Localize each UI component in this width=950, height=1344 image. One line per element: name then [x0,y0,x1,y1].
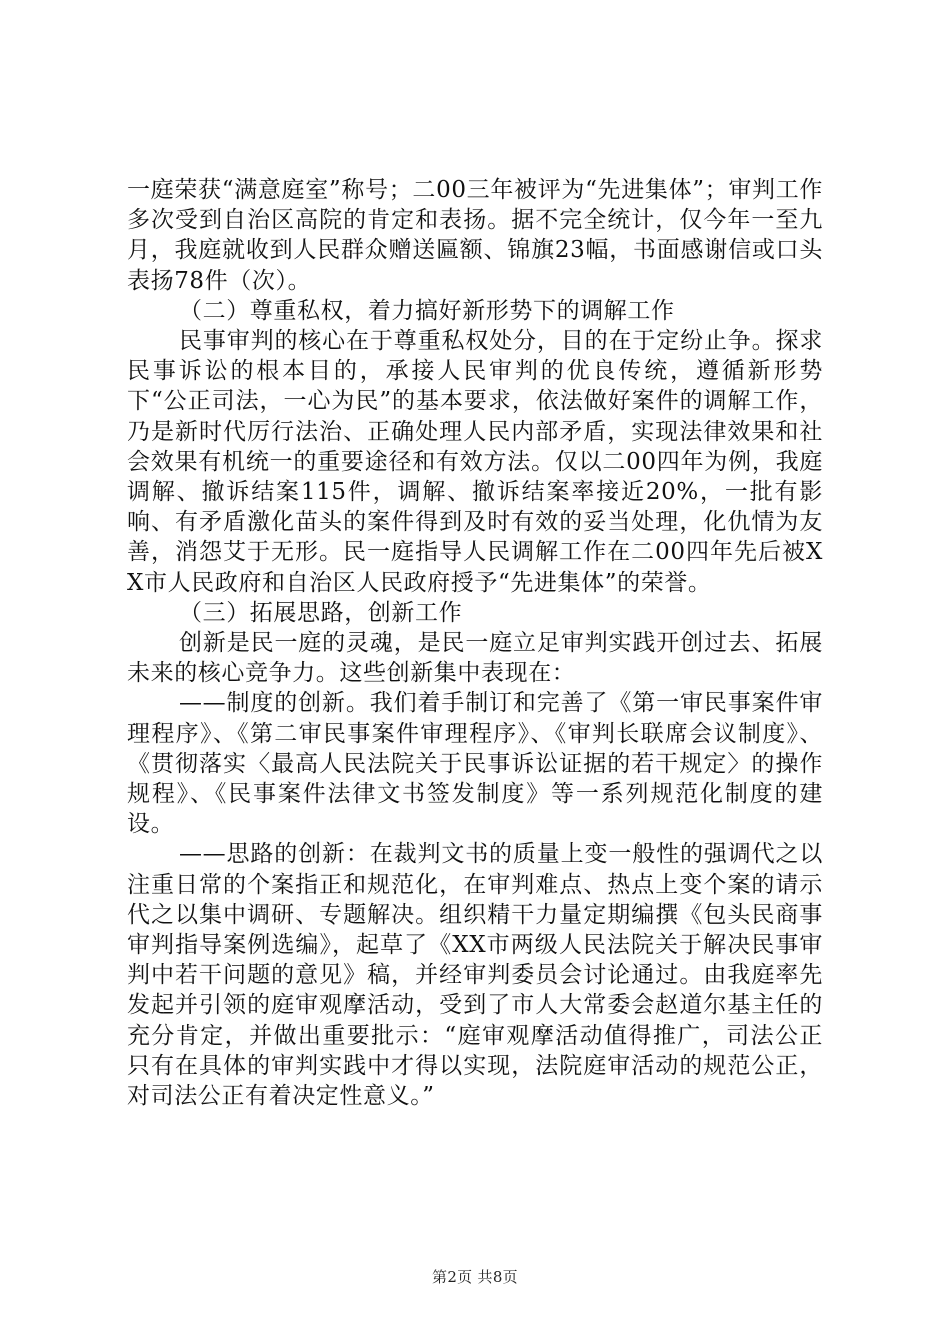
section-heading-3: （三）拓展思路，创新工作 [179,599,463,626]
page-number-footer: 第2页 共8页 [432,1268,518,1286]
paragraph-continuation: 一庭荣获“满意庭室”称号；二00三年被评为“先进集体”；审判工作多次受到自治区高院的肯定和表扬。据不完全统计，仅今年一至九月，我庭就收到人民群众赠送匾额、锦旗23幅，书面感谢信或口头表扬78件（次）。 [127,177,823,294]
paragraph-thinking-innovation: ——思路的创新：在裁判文书的质量上变一般性的强调代之以注重日常的个案指正和规范化，在审判难点、热点上变个案的请示代之以集中调研、专题解决。组织精干力量定期编撰《包头民商事审判指导案例选编》，起草了《XX市两级人民法院关于解决民事审判中若干问题的意见》稿，并经审判委员会讨论通过。由我庭率先发起并引领的庭审观摩活动，受到了市人大常委会赵道尔基主任的充分肯定，并做出重要批示：“庭审观摩活动值得推广，司法公正只有在具体的审判实践中才得以实现，法院庭审活动的规范公正，对司法公正有着决定性意义。” [127,841,823,1110]
paragraph-innovation-intro: 创新是民一庭的灵魂，是民一庭立足审判实践开创过去、拓展未来的核心竞争力。这些创新集中表现在： [127,630,823,687]
document-body [127,175,823,1111]
paragraph-mediation: 民事审判的核心在于尊重私权处分，目的在于定纷止争。探求民事诉讼的根本目的，承接人民审判的优良传统，遵循新形势下“公正司法，一心为民”的基本要求，依法做好案件的调解工作，乃是新时代厉行法治、正确处理人民内部矛盾，实现法律效果和社会效果有机统一的重要途径和有效方法。仅以二00四年为例，我庭调解、撤诉结案115件，调解、撤诉结案率接近20%，一批有影响、有矛盾激化苗头的案件得到及时有效的妥当处理，化仇情为友善，消怨艾于无形。民一庭指导人民调解工作在二00四年先后被XX市人民政府和自治区人民政府授予“先进集体”的荣誉。 [127,328,823,596]
paragraph-system-innovation: ——制度的创新。我们着手制订和完善了《第一审民事案件审理程序》、《第二审民事案件审理程序》、《审判长联席会议制度》、《贯彻落实〈最高人民法院关于民事诉讼证据的若干规定〉的操作规程》、《民事案件法律文书签发制度》等一系列规范化制度的建设。 [127,690,823,838]
section-heading-2: （二）尊重私权，着力搞好新形势下的调解工作 [179,297,675,324]
